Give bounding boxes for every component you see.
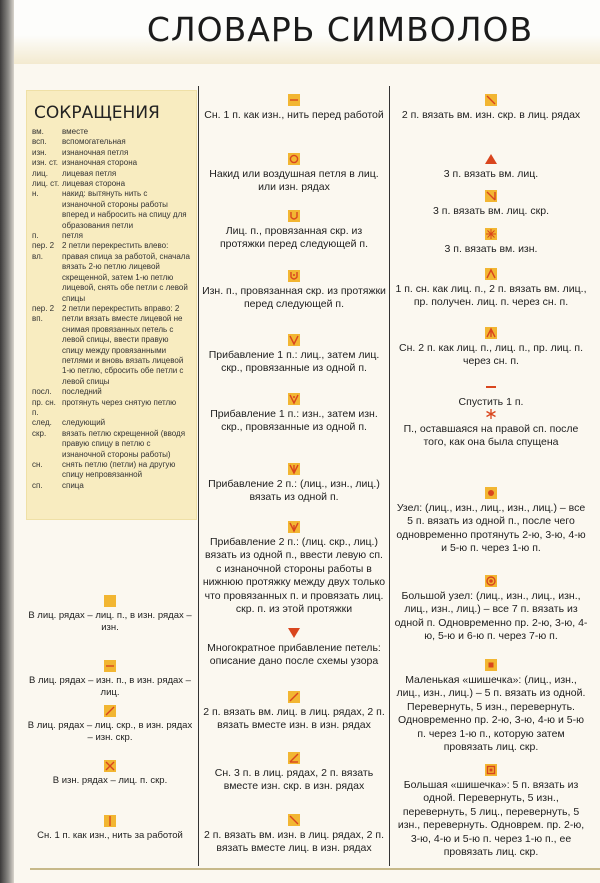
symbol-entry	[202, 691, 386, 733]
asterisk-icon	[485, 408, 497, 420]
dot-icon	[485, 487, 497, 499]
book-spine	[0, 0, 14, 883]
symbol-description: В лиц. рядах – лиц. скр., в изн. рядах – изн. скр.	[27, 720, 193, 744]
abbreviation-value: последний	[62, 387, 102, 397]
symbol-description: 2 п. вязать вм. изн. скр. в лиц. рядах	[401, 109, 581, 121]
abbreviation-row	[32, 460, 192, 481]
abbreviation-key: изн.	[32, 147, 47, 157]
yellow-square-icon	[104, 595, 116, 607]
abbreviation-key: вм.	[32, 127, 44, 136]
abbreviation-value: изнаночная петля	[62, 147, 129, 157]
star-icon	[485, 228, 497, 240]
abbreviation-value: снять петлю (петли) на другую спицу непровязанной	[62, 460, 176, 480]
symbol-description: Сн. 3 п. в лиц. рядах, 2 п. вязать вместе изн. скр. в изн. рядах	[214, 767, 374, 793]
abbreviation-key: п.	[32, 231, 39, 241]
abbreviation-row	[32, 231, 192, 241]
abbreviation-value: 2 петли перекрестить вправо: 2 петли вязать вместе лицевой не снимая провязанных петель с левой спицы, ввести правую спицу между провязанными петлями и вновь вязать лицевой 1-ю петлю, сбросить обе петли с левой спицы	[62, 303, 184, 386]
symbol-description: Прибавление 1 п.: изн., затем изн. скр., провязанные из одной п.	[210, 408, 378, 434]
symbol-description: В изн. рядах – лиц. п. скр.	[52, 775, 168, 786]
symbol-description: В лиц. рядах – изн. п., в изн. рядах – лиц.	[29, 675, 191, 699]
abbreviation-key: лиц.	[32, 168, 48, 178]
abbreviation-value: вспомогательная	[62, 137, 126, 147]
abbreviation-key: пер. 2 вп.	[32, 303, 55, 324]
abbreviation-key: лиц. ст.	[32, 179, 60, 189]
symbol-entry	[393, 487, 589, 556]
bar-square-icon	[104, 815, 116, 827]
symbol-entry	[393, 94, 589, 122]
page-title: СЛОВАРЬ СИМВОЛОВ	[146, 10, 534, 49]
symbol-description: Большая «шишечка»: 5 п. вязать из одной. Перевернуть, 5 изн., перевернуть, 5 лиц., перевернуть, 5 изн., перевернуть. Одноврем. пр. 2-ю, 3-ю, 4-ю и 5-ю п. через 1-ю п., ее провязать лиц. скр.	[397, 779, 585, 859]
symbol-entry	[393, 408, 589, 450]
symbol-description: 3 п. вязать вм. лиц.	[443, 168, 539, 180]
abbreviation-key: сн.	[32, 460, 43, 469]
abbreviation-row	[32, 158, 192, 168]
fork-icon	[288, 463, 300, 475]
slash-left-icon	[485, 94, 497, 106]
abbreviation-value: спица	[62, 480, 84, 490]
ring-dot-icon	[485, 575, 497, 587]
symbol-entry	[393, 659, 589, 754]
slash-right-icon	[288, 691, 300, 703]
v-icon	[288, 334, 300, 346]
symbol-description: В лиц. рядах – лиц. п., в изн. рядах – изн.	[28, 610, 192, 634]
symbol-description: 3 п. вязать вм. изн.	[444, 243, 538, 255]
abbreviation-key: н.	[32, 189, 39, 199]
symbol-description: Сн. 2 п. как лиц. п., лиц. п., пр. лиц. п. через сн. п.	[398, 342, 584, 368]
abbreviation-value: протянуть через снятую петлю	[62, 397, 177, 407]
fan-icon	[485, 327, 497, 339]
abbreviation-row	[32, 148, 192, 158]
slash-left-icon	[288, 814, 300, 826]
abbreviation-value: изнаночная сторона	[62, 158, 138, 168]
abbreviation-row	[32, 418, 192, 428]
symbol-entry	[202, 270, 386, 312]
abbreviation-row	[32, 179, 192, 189]
symbol-description: 2 п. вязать вм. изн. в лиц. рядах, 2 п. вязать вместе лиц. в изн. рядах	[203, 829, 385, 855]
symbol-description: Прибавление 2 п.: (лиц., изн., лиц.) вязать из одной п.	[208, 478, 380, 504]
symbol-description: Спустить 1 п.	[458, 396, 524, 408]
fork2-icon	[288, 521, 300, 533]
abbreviations-list	[32, 127, 192, 491]
abbreviation-row	[32, 429, 192, 460]
symbol-description: 1 п. сн. как лиц. п., 2 п. вязать вм. лиц., пр. получен. лиц. п. через сн. п.	[395, 283, 587, 309]
symbol-entry	[393, 153, 589, 181]
abbreviation-row	[32, 189, 192, 231]
symbol-entry	[202, 521, 386, 616]
symbol-entry	[393, 381, 589, 409]
symbol-entry	[393, 268, 589, 310]
symbol-entry	[202, 334, 386, 376]
abbreviation-key: скр.	[32, 428, 47, 438]
column-divider	[198, 86, 199, 866]
abbreviation-value: вместе	[62, 127, 89, 136]
symbol-entry	[393, 327, 589, 369]
corner-icon	[485, 190, 497, 202]
dash-square-icon	[288, 94, 300, 106]
abbreviation-value: 2 петли перекрестить влево: правая спица за работой, сначала вязать 2-ю петлю лицевой скрещенной, затем 1-ю петлю лицевой, снять обе петли с левой спицы	[62, 241, 190, 303]
symbol-entry	[393, 190, 589, 218]
symbol-description: Узел: (лиц., изн., лиц., изн., лиц.) – все 5 п. вязать из одной п., после чего одновременно протянуть 2-ю, 3-ю, 4-ю и 5-ю п. через 1-ю п.	[396, 502, 586, 555]
symbol-entry	[393, 228, 589, 256]
abbreviation-key: посл.	[32, 387, 52, 397]
symbol-description: Лиц. п., провязанная скр. из протяжки перед следующей п.	[219, 225, 369, 251]
abbreviation-value: накид: вытянуть нить с изнаночной стороны работы вперед и набросить на спицу для образования петли	[62, 189, 187, 230]
symbol-description: Прибавление 1 п.: лиц., затем лиц. скр., провязанные из одной п.	[208, 349, 380, 375]
abbreviation-key: пр. сн. п.	[32, 397, 56, 417]
lambda-icon	[485, 268, 497, 280]
u-icon	[288, 210, 300, 222]
small-bobble-icon	[485, 659, 497, 671]
abbreviation-row	[32, 241, 192, 303]
symbol-entry	[26, 660, 194, 700]
abbreviations-heading: СОКРАЩЕНИЯ	[34, 103, 160, 123]
symbol-entry	[202, 752, 386, 794]
abbreviation-row	[32, 169, 192, 179]
symbol-entry	[26, 760, 194, 787]
circle-icon	[288, 153, 300, 165]
symbol-entry	[202, 393, 386, 435]
v-dot-icon	[288, 393, 300, 405]
big-bobble-icon	[485, 764, 497, 776]
symbol-entry	[26, 815, 194, 842]
symbol-entry	[202, 210, 386, 252]
symbol-description: Накид или воздушная петля в лиц. или изн. рядах	[209, 168, 379, 194]
triangle-down-icon	[288, 627, 300, 639]
symbol-entry	[26, 595, 194, 635]
red-dash-icon	[485, 381, 497, 393]
abbreviation-value: петля	[62, 231, 84, 241]
abbreviation-row	[32, 387, 192, 397]
abbreviation-key: всп.	[32, 137, 47, 147]
abbreviation-row	[32, 398, 192, 419]
symbol-entry	[202, 627, 386, 669]
symbol-description: 3 п. вязать вм. лиц. скр.	[433, 205, 549, 217]
dash-square-icon	[104, 660, 116, 672]
abbreviation-value: следующий	[62, 418, 106, 428]
symbol-description: Многократное прибавление петель: описание дано после схемы узора	[207, 642, 381, 668]
symbol-entry	[393, 764, 589, 859]
symbol-description: Прибавление 2 п.: (лиц. скр., лиц.) вязать из одной п., ввести левую сп. с изнаночной стороны работы в нижнюю протяжку между двух только что провязанных п. и провязать лиц. скр. п. из этой протяжки	[202, 536, 386, 616]
u-dot-icon	[288, 270, 300, 282]
symbol-entry	[393, 575, 589, 644]
symbol-description: Сн. 1 п. как изн., нить перед работой	[204, 109, 384, 121]
slash-right-icon2	[288, 752, 300, 764]
bottom-rule	[30, 868, 600, 870]
symbol-description: 2 п. вязать вм. лиц. в лиц. рядах, 2 п. вязать вместе изн. в изн. рядах	[203, 706, 385, 732]
slash-square-icon	[104, 705, 116, 717]
triangle-up-icon	[485, 153, 497, 165]
cross-square-icon	[104, 760, 116, 772]
symbol-description: Изн. п., провязанная скр. из протяжки перед следующей п.	[202, 285, 386, 311]
abbreviation-value: лицевая петля	[62, 168, 117, 178]
abbreviation-row	[32, 127, 192, 137]
symbol-description: Большой узел: (лиц., изн., лиц., изн., лиц., изн., лиц.) – все 7 п. вязать из одной п. Одновременно пр. 2-ю, 3-ю, 4-ю, 5-ю и 6-ю п. через 7-ю п.	[394, 590, 588, 643]
abbreviation-key: след.	[32, 418, 52, 428]
abbreviation-key: изн. ст.	[32, 158, 58, 168]
column-divider	[389, 86, 390, 866]
abbreviation-key: сп.	[32, 480, 43, 490]
abbreviation-row	[32, 304, 192, 387]
symbol-description: Сн. 1 п. как изн., нить за работой	[37, 830, 183, 841]
symbol-description: П., оставшаяся на правой сп. после того, как она была спущена	[403, 423, 579, 449]
symbol-entry	[202, 94, 386, 122]
abbreviation-value: вязать петлю скрещенной (вводя правую спицу в петлю с изнаночной стороны работы)	[62, 428, 186, 459]
symbol-entry	[202, 153, 386, 195]
abbreviation-row	[32, 481, 192, 491]
abbreviation-row	[32, 137, 192, 147]
abbreviation-value: лицевая сторона	[62, 179, 126, 189]
symbol-entry	[202, 463, 386, 505]
symbol-description: Маленькая «шишечка»: (лиц., изн., лиц., изн., лиц.) – 5 п. вязать из одной. Перевернуть, 5 изн., перевернуть. Одновременно пр. 2-ю, 3-ю, 4-ю и 5-ю п. через 1-ю п., которую затем провязать лиц. скр.	[396, 674, 586, 754]
symbol-entry	[202, 814, 386, 856]
abbreviation-key: пер. 2 вл.	[32, 241, 55, 261]
symbol-entry	[26, 705, 194, 745]
